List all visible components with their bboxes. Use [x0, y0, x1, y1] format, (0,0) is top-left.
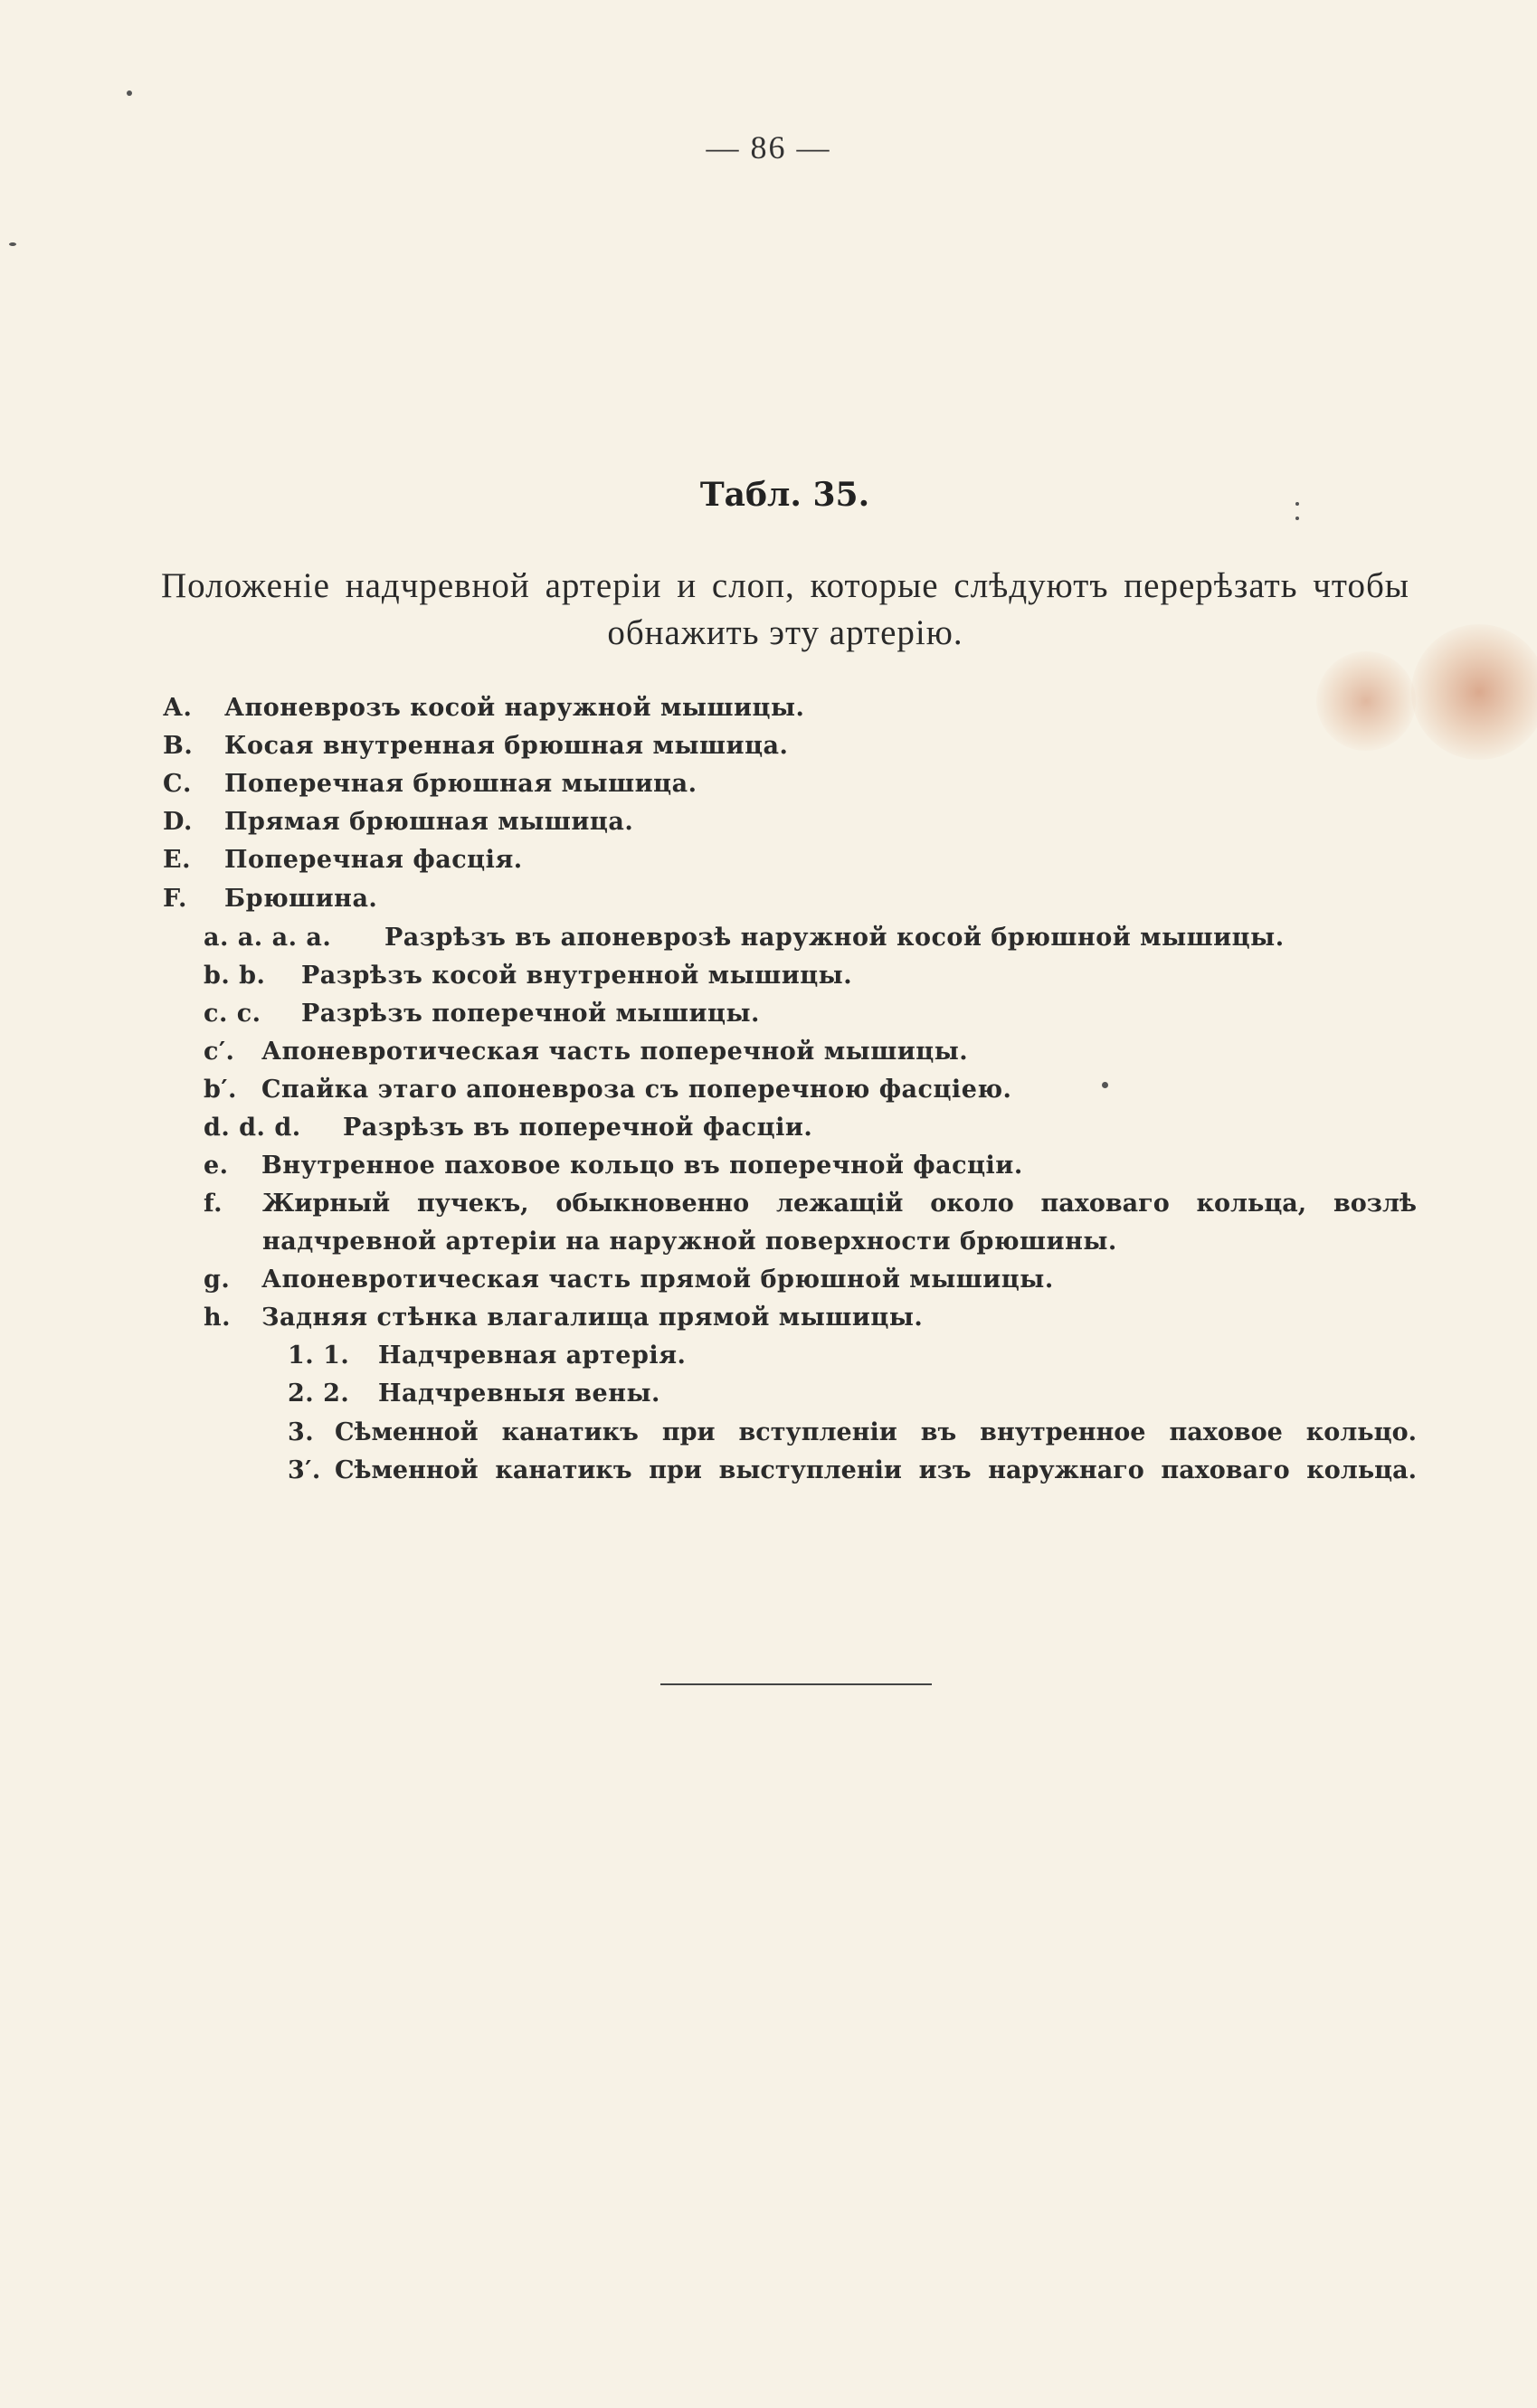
- legend-text-continuation: надчревной артеріи на наружной поверхности брюшины.: [262, 1228, 1117, 1256]
- legend-text: Прямая брюшная мышица.: [224, 808, 634, 836]
- legend-text: Сѣменной канатикъ при вступленіи въ внутренное паховое кольцо.: [335, 1418, 1417, 1446]
- table-title: Табл. 35.: [699, 476, 870, 514]
- page-number: — 86 —: [706, 129, 831, 166]
- legend-key: e.: [204, 1152, 229, 1180]
- speck: [127, 90, 132, 96]
- legend-text: Задняя стѣнка влагалища прямой мышицы.: [261, 1304, 924, 1332]
- legend-key: В.: [163, 732, 194, 760]
- legend-key: 2. 2.: [288, 1379, 350, 1408]
- legend-key: А.: [163, 694, 193, 722]
- legend-text: Косая внутренная брюшная мышица.: [224, 732, 789, 760]
- legend-key: b′.: [204, 1076, 237, 1104]
- legend-text: Разрѣзъ поперечной мышицы.: [301, 1000, 760, 1028]
- legend-text: Внутренное паховое кольцо въ поперечной фасціи.: [261, 1152, 1023, 1180]
- legend-item: [204, 1152, 1023, 1180]
- legend-text: Поперечная фасція.: [224, 846, 523, 874]
- legend-text: Надчревная артерія.: [378, 1341, 687, 1370]
- legend-item: [288, 1341, 686, 1370]
- legend-key: c. c.: [204, 1000, 261, 1028]
- legend-text: Сѣменной канатикъ при выступленіи изъ наружнаго паховаго кольца.: [335, 1456, 1417, 1484]
- legend-item: [163, 732, 788, 760]
- speck: [9, 242, 16, 246]
- legend-item: [288, 1418, 335, 1446]
- legend-text: Апоневротическая часть прямой брюшной мышицы.: [261, 1266, 1054, 1294]
- legend-item: [204, 962, 852, 990]
- legend-text: Брюшина.: [224, 885, 378, 913]
- legend-text: Надчревныя вены.: [378, 1379, 660, 1408]
- legend-key: 3.: [288, 1418, 315, 1446]
- figure-caption: Положеніе надчревной артеріи и слоп, которые слѣдуютъ перерѣзать чтобы обнажить эту артерію.: [161, 566, 1409, 652]
- legend-key: F.: [163, 885, 187, 913]
- legend-item: [204, 1190, 261, 1218]
- legend-item: [163, 846, 523, 874]
- legend-item: [163, 770, 697, 798]
- legend-text: Разрѣзъ косой внутренной мышицы.: [301, 962, 853, 990]
- legend-item: [204, 1304, 923, 1332]
- legend-key: d. d. d.: [204, 1114, 301, 1142]
- foxing-stain: [1411, 624, 1537, 760]
- speck: [1102, 1082, 1108, 1088]
- speck: [1295, 517, 1299, 520]
- section-divider: [660, 1683, 932, 1685]
- legend-item: [163, 808, 633, 836]
- legend-key: 3′.: [288, 1456, 321, 1484]
- legend-key: 1. 1.: [288, 1341, 350, 1370]
- legend-key: f.: [204, 1190, 223, 1218]
- legend-item: [163, 885, 377, 913]
- legend-text: Разрѣзъ въ поперечной фасціи.: [343, 1114, 813, 1142]
- foxing-stain: [1316, 651, 1416, 751]
- legend-text: Жирный пучекъ, обыкновенно лежащій около паховаго кольца, возлѣ: [262, 1190, 1417, 1218]
- legend-key: D.: [163, 808, 193, 836]
- legend-item: [204, 924, 1285, 952]
- legend-item: [288, 1379, 660, 1408]
- legend-item: [204, 1000, 760, 1028]
- legend-text: Спайка этаго апоневроза съ поперечною фасціею.: [261, 1076, 1012, 1104]
- legend-key: h.: [204, 1304, 232, 1332]
- legend-text: Апоневрозъ косой наружной мышицы.: [224, 694, 805, 722]
- legend-item: [204, 1114, 812, 1142]
- legend-key: С.: [163, 770, 192, 798]
- legend-item: [163, 694, 804, 722]
- legend-item: [204, 1076, 1011, 1104]
- legend-item: [288, 1456, 335, 1484]
- legend-key: g.: [204, 1266, 231, 1294]
- legend-key: c′.: [204, 1038, 235, 1066]
- legend-text: Апоневротическая часть поперечной мышицы.: [261, 1038, 969, 1066]
- legend-item: [204, 1266, 1054, 1294]
- legend-text: Поперечная брюшная мышица.: [224, 770, 697, 798]
- legend-key: a. a. a. a.: [204, 924, 332, 952]
- legend-key: Е.: [163, 846, 191, 874]
- legend-item: [204, 1038, 968, 1066]
- legend-key: b. b.: [204, 962, 266, 990]
- legend-text: Разрѣзъ въ апоневрозѣ наружной косой брюшной мышицы.: [384, 924, 1285, 952]
